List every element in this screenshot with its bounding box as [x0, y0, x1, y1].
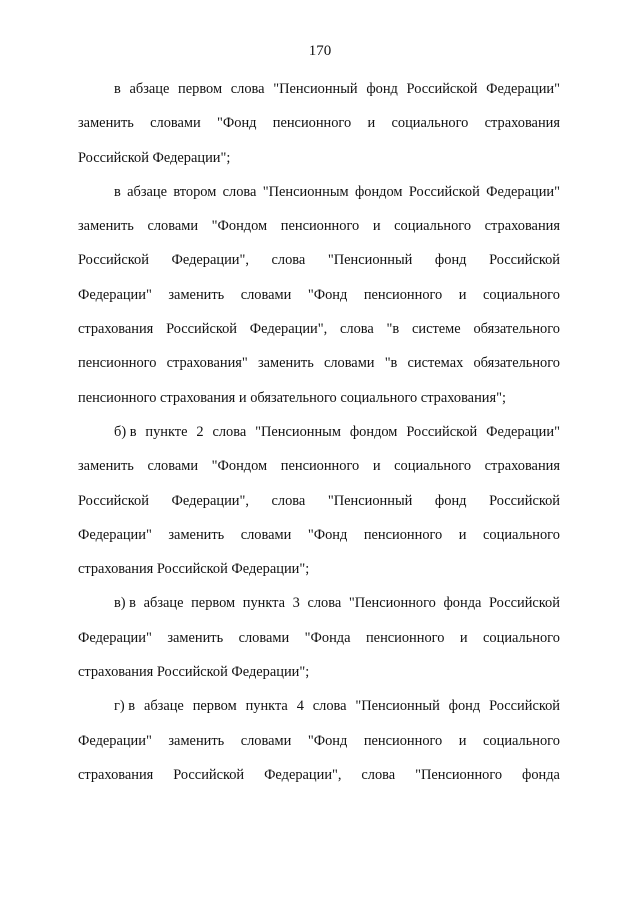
- word: Федерации",: [171, 252, 249, 269]
- word: заменить: [167, 629, 224, 646]
- word: Федерации",: [171, 492, 249, 509]
- word: пенсионного: [363, 286, 443, 303]
- word: социального: [391, 115, 469, 132]
- paragraph: [78, 415, 560, 586]
- word: и: [458, 286, 467, 303]
- word: пенсионного: [365, 629, 445, 646]
- word: и: [458, 732, 467, 749]
- word: "Пенсионный: [355, 698, 440, 715]
- word: словами: [323, 355, 375, 372]
- word: страхования": [166, 355, 248, 372]
- word: фонда: [522, 766, 560, 783]
- word: "Пенсионным: [255, 423, 341, 440]
- word: системах: [407, 355, 464, 372]
- word: Российской: [406, 423, 478, 440]
- word: пенсионного: [280, 218, 360, 235]
- text-line: [78, 106, 560, 140]
- word: "Пенсионным: [262, 183, 349, 200]
- word: "в: [386, 321, 400, 338]
- word: "Фонд: [307, 732, 348, 749]
- word: Российской: [166, 321, 237, 338]
- word: слова: [361, 766, 396, 783]
- word: пункта: [242, 595, 286, 612]
- word: словами: [240, 526, 292, 543]
- word: социального: [483, 732, 560, 749]
- text-line: [78, 175, 560, 209]
- word: обязательного: [473, 321, 560, 338]
- word: 3: [292, 595, 300, 612]
- text-line: [78, 312, 560, 346]
- word: пенсионного: [78, 355, 157, 372]
- word: первом: [178, 81, 223, 97]
- word: Российской: [489, 698, 560, 715]
- word: Российской: [489, 595, 560, 612]
- word: в: [114, 183, 121, 200]
- text-line: [78, 415, 560, 449]
- word: заменить: [168, 732, 225, 749]
- word: пенсионного: [363, 526, 443, 543]
- word: Российской: [489, 492, 560, 509]
- text-line: [78, 724, 560, 758]
- word: "Фонд: [307, 286, 348, 303]
- text-line: [78, 518, 560, 552]
- word: Федерации": [486, 183, 560, 200]
- word: и: [458, 526, 467, 543]
- word: заменить: [168, 526, 225, 543]
- text-line: [78, 689, 560, 723]
- word: "Фондом: [211, 218, 268, 235]
- text-line: [78, 209, 560, 243]
- word: Российской: [78, 252, 149, 269]
- word: Российской Федерации";: [78, 149, 231, 166]
- word: фонд: [448, 698, 481, 715]
- word: пункта: [245, 698, 288, 715]
- paragraph: [78, 586, 560, 689]
- word: пункте: [145, 423, 188, 440]
- word: первом: [191, 595, 236, 612]
- word: Федерации": [486, 81, 560, 97]
- word: Федерации": [78, 732, 152, 749]
- text-line: [78, 381, 560, 415]
- paragraph: [78, 175, 560, 415]
- word: заменить: [78, 115, 134, 132]
- word: системе: [412, 321, 461, 338]
- word: страхования: [484, 458, 560, 475]
- text-line: [78, 449, 560, 483]
- word: и: [459, 629, 468, 646]
- word: в) в: [114, 595, 136, 612]
- word: и: [367, 115, 376, 132]
- word: страхования: [78, 321, 154, 338]
- text-line: [78, 621, 560, 655]
- word: заменить: [168, 286, 225, 303]
- text-line: [78, 278, 560, 312]
- word: "Пенсионного: [415, 766, 503, 783]
- word: страхования Российской Федерации";: [78, 561, 310, 578]
- word: фондом: [354, 183, 403, 200]
- word: "Фондом: [211, 458, 268, 475]
- word: "Пенсионный: [327, 252, 413, 269]
- paragraph: [78, 689, 560, 792]
- word: в: [114, 81, 121, 97]
- word: фондом: [349, 423, 398, 440]
- word: слова: [271, 252, 306, 269]
- word: Федерации",: [264, 766, 342, 783]
- paragraph: [78, 72, 560, 175]
- word: слова: [222, 183, 257, 200]
- word: абзаце: [127, 183, 168, 200]
- word: социального: [394, 218, 472, 235]
- text-line: [78, 243, 560, 277]
- word: страхования: [78, 766, 154, 783]
- word: фонда: [443, 595, 482, 612]
- word: Российской: [406, 81, 478, 97]
- document-body: [78, 72, 560, 792]
- word: 4: [296, 698, 304, 715]
- word: г) в: [114, 698, 136, 715]
- word: слова: [212, 423, 247, 440]
- word: Федерации": [486, 423, 560, 440]
- word: социального: [394, 458, 472, 475]
- word: слова: [340, 321, 374, 338]
- word: заменить: [78, 218, 134, 235]
- word: пенсионного: [363, 732, 443, 749]
- word: словами: [150, 115, 201, 132]
- word: пенсионного: [272, 115, 352, 132]
- text-line: [78, 586, 560, 620]
- word: абзаце: [129, 81, 170, 97]
- page-number: 170: [308, 43, 332, 59]
- word: слова: [271, 492, 306, 509]
- word: "Пенсионного: [348, 595, 436, 612]
- word: пенсионного страхования и обязательного социального страхования";: [78, 389, 506, 406]
- word: "Пенсионный: [273, 81, 358, 97]
- word: словами: [240, 732, 292, 749]
- word: Федерации": [78, 286, 152, 303]
- word: социального: [483, 629, 560, 646]
- word: Федерации": [78, 629, 152, 646]
- word: Федерации",: [249, 321, 328, 338]
- word: "Пенсионный: [327, 492, 413, 509]
- word: абзаце: [143, 698, 184, 715]
- word: обязательного: [473, 355, 560, 372]
- text-line: [78, 346, 560, 380]
- word: "в: [384, 355, 398, 372]
- word: социального: [483, 286, 560, 303]
- word: и: [372, 218, 381, 235]
- word: словами: [240, 286, 292, 303]
- word: социального: [483, 526, 560, 543]
- text-line: [78, 484, 560, 518]
- word: страхования: [484, 115, 560, 132]
- word: фонд: [434, 252, 467, 269]
- text-line: [78, 72, 560, 106]
- word: первом: [192, 698, 237, 715]
- word: Российской: [173, 766, 245, 783]
- word: "Фонд: [307, 526, 348, 543]
- word: фонд: [434, 492, 467, 509]
- word: пенсионного: [280, 458, 360, 475]
- word: заменить: [257, 355, 314, 372]
- word: Российской: [489, 252, 560, 269]
- word: слова: [230, 81, 265, 97]
- word: страхования: [484, 218, 560, 235]
- word: страхования Российской Федерации";: [78, 664, 310, 681]
- word: заменить: [78, 458, 134, 475]
- text-line: [78, 655, 560, 689]
- word: слова: [312, 698, 347, 715]
- word: Федерации": [78, 526, 152, 543]
- word: и: [372, 458, 381, 475]
- word: "Фонд: [217, 115, 257, 132]
- text-line: [78, 141, 560, 175]
- word: Российской: [408, 183, 480, 200]
- word: "Фонда: [304, 629, 351, 646]
- word: слова: [307, 595, 342, 612]
- text-line: [78, 758, 560, 792]
- word: 2: [196, 423, 204, 440]
- word: втором: [173, 183, 217, 200]
- word: словами: [147, 218, 199, 235]
- word: словами: [238, 629, 290, 646]
- word: абзаце: [143, 595, 184, 612]
- text-line: [78, 552, 560, 586]
- word: Российской: [78, 492, 149, 509]
- word: фонд: [366, 81, 398, 97]
- word: б) в: [114, 423, 137, 440]
- word: словами: [147, 458, 199, 475]
